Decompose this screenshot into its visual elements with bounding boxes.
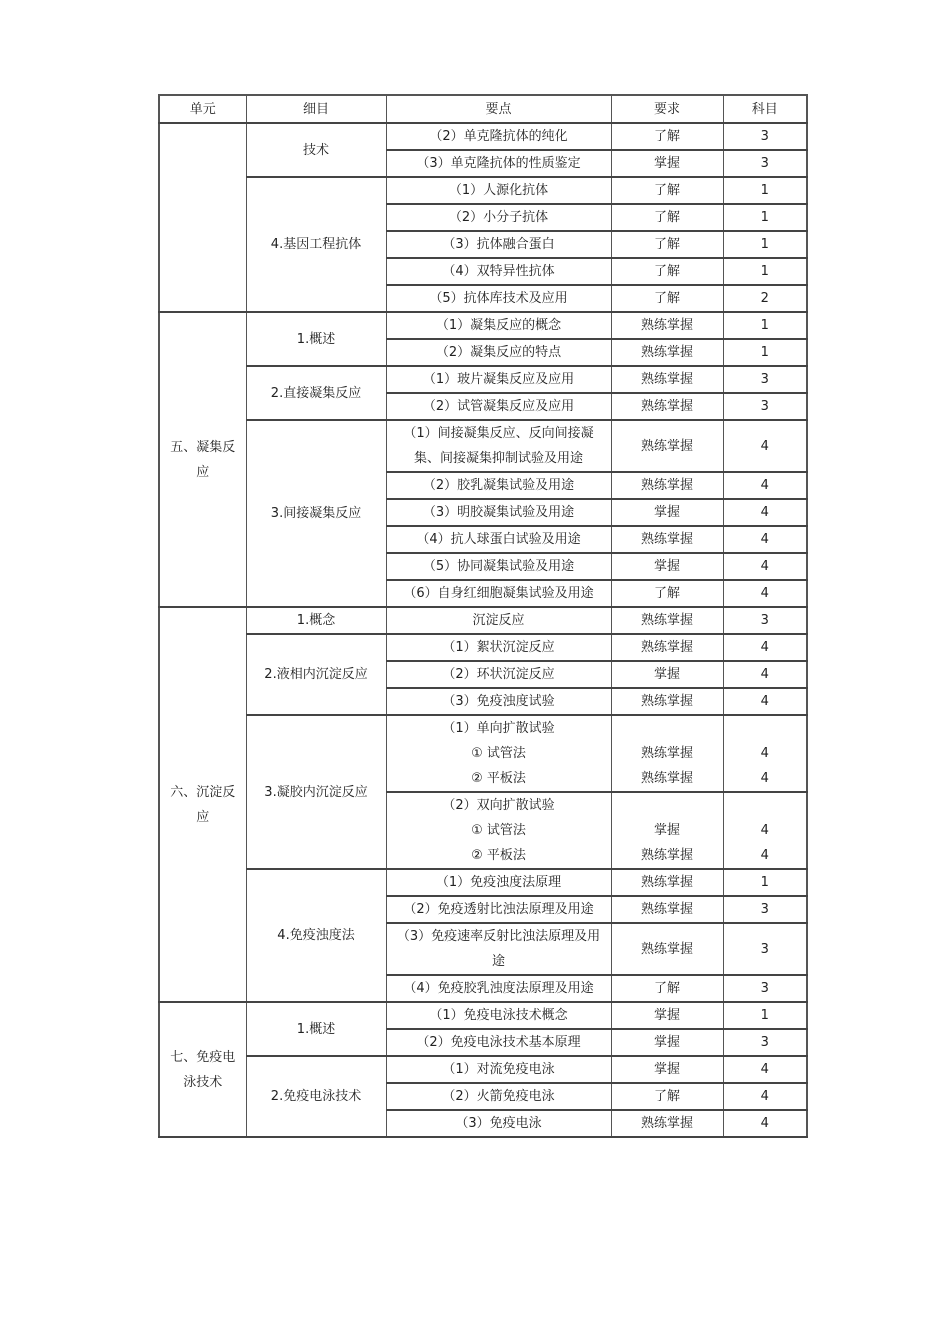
point-cell: （3）明胶凝集试验及用途 [386, 499, 611, 526]
detail-cell: 1.概念 [246, 607, 386, 634]
point-cell: （1）免疫电泳技术概念 [386, 1002, 611, 1029]
point-subline: ② 平板法 [471, 848, 526, 863]
header-row [159, 95, 807, 123]
subject-cell: 3 [723, 150, 807, 177]
point-cell: （3）免疫电泳 [386, 1110, 611, 1137]
table-row [159, 123, 807, 150]
requirement-cell: 熟练掌握 [611, 896, 723, 923]
header-point: 要点 [386, 95, 611, 123]
requirement-cell: 熟练掌握 [611, 1110, 723, 1137]
requirement-cell: 熟练掌握 [611, 339, 723, 366]
requirement-cell: 熟练掌握 [611, 472, 723, 499]
point-cell: （5）协同凝集试验及用途 [386, 553, 611, 580]
requirement-cell: 了解 [611, 123, 723, 150]
requirement-cell: 熟练掌握 [611, 634, 723, 661]
requirement-cell: 掌握 [611, 661, 723, 688]
requirement-cell [611, 715, 723, 792]
unit-cell: 七、免疫电泳技术 [159, 1002, 246, 1137]
requirement-cell: 了解 [611, 975, 723, 1002]
subject-cell: 4 [723, 580, 807, 607]
requirement-cell: 了解 [611, 231, 723, 258]
subject-line: 4 [760, 771, 769, 786]
point-cell: （1）对流免疫电泳 [386, 1056, 611, 1083]
requirement-cell: 了解 [611, 258, 723, 285]
header-subject: 科目 [723, 95, 807, 123]
point-cell: （2）火箭免疫电泳 [386, 1083, 611, 1110]
table-row [159, 634, 807, 661]
subject-cell: 1 [723, 869, 807, 896]
subject-cell: 1 [723, 339, 807, 366]
detail-cell: 3.凝胶内沉淀反应 [246, 715, 386, 869]
point-cell: （3）免疫速率反射比浊法原理及用途 [386, 923, 611, 975]
requirement-cell: 熟练掌握 [611, 607, 723, 634]
requirement-cell: 熟练掌握 [611, 526, 723, 553]
requirement-line: 熟练掌握 [640, 848, 693, 863]
subject-cell: 1 [723, 1002, 807, 1029]
point-cell: （1）免疫浊度法原理 [386, 869, 611, 896]
point-line: （1）单向扩散试验 [442, 721, 555, 736]
requirement-line: 熟练掌握 [640, 746, 693, 761]
table-row [159, 1002, 807, 1029]
point-cell: （5）抗体库技术及应用 [386, 285, 611, 312]
subject-cell: 1 [723, 231, 807, 258]
point-cell: （1）凝集反应的概念 [386, 312, 611, 339]
requirement-cell: 熟练掌握 [611, 420, 723, 472]
subject-cell: 4 [723, 1056, 807, 1083]
table-row [159, 177, 807, 204]
point-cell [386, 715, 611, 792]
point-cell: （2）免疫透射比浊法原理及用途 [386, 896, 611, 923]
detail-cell: 4.免疫浊度法 [246, 869, 386, 1002]
requirement-cell: 熟练掌握 [611, 688, 723, 715]
header-detail: 细目 [246, 95, 386, 123]
subject-cell: 4 [723, 1083, 807, 1110]
subject-line: 4 [760, 746, 769, 761]
point-cell: （6）自身红细胞凝集试验及用途 [386, 580, 611, 607]
requirement-cell: 掌握 [611, 1056, 723, 1083]
point-cell: （2）小分子抗体 [386, 204, 611, 231]
requirement-cell [611, 792, 723, 869]
point-cell: （3）单克隆抗体的性质鉴定 [386, 150, 611, 177]
point-cell: （3）免疫浊度试验 [386, 688, 611, 715]
subject-cell: 2 [723, 285, 807, 312]
table-row [159, 607, 807, 634]
unit-cell [159, 123, 246, 312]
point-cell: （4）抗人球蛋白试验及用途 [386, 526, 611, 553]
point-cell: （2）单克隆抗体的纯化 [386, 123, 611, 150]
unit-cell: 五、凝集反应 [159, 312, 246, 607]
table-row [159, 420, 807, 472]
detail-cell: 4.基因工程抗体 [246, 177, 386, 312]
subject-cell: 3 [723, 1029, 807, 1056]
requirement-cell: 了解 [611, 285, 723, 312]
detail-cell: 2.直接凝集反应 [246, 366, 386, 420]
subject-cell: 4 [723, 688, 807, 715]
detail-cell: 2.液相内沉淀反应 [246, 634, 386, 715]
subject-cell: 1 [723, 258, 807, 285]
subject-cell [723, 792, 807, 869]
point-line: （2）双向扩散试验 [442, 798, 555, 813]
point-cell: （2）免疫电泳技术基本原理 [386, 1029, 611, 1056]
point-subline: ① 试管法 [471, 746, 526, 761]
detail-cell: 技术 [246, 123, 386, 177]
detail-cell: 1.概述 [246, 1002, 386, 1056]
point-cell: （2）环状沉淀反应 [386, 661, 611, 688]
point-cell: （2）试管凝集反应及应用 [386, 393, 611, 420]
subject-cell: 3 [723, 923, 807, 975]
point-cell: （1）人源化抗体 [386, 177, 611, 204]
table-row [159, 366, 807, 393]
subject-line: 4 [760, 823, 769, 838]
subject-cell: 1 [723, 177, 807, 204]
requirement-cell: 熟练掌握 [611, 923, 723, 975]
requirement-line: 熟练掌握 [640, 771, 693, 786]
requirement-cell: 熟练掌握 [611, 366, 723, 393]
point-cell: （1）间接凝集反应、反向间接凝集、间接凝集抑制试验及用途 [386, 420, 611, 472]
subject-cell: 4 [723, 553, 807, 580]
requirement-cell: 掌握 [611, 499, 723, 526]
header-unit: 单元 [159, 95, 246, 123]
subject-cell: 3 [723, 123, 807, 150]
requirement-cell: 熟练掌握 [611, 312, 723, 339]
subject-cell: 4 [723, 1110, 807, 1137]
subject-cell: 4 [723, 661, 807, 688]
subject-cell: 3 [723, 607, 807, 634]
point-cell: （4）双特异性抗体 [386, 258, 611, 285]
requirement-cell: 掌握 [611, 1002, 723, 1029]
requirement-cell: 掌握 [611, 150, 723, 177]
subject-cell: 3 [723, 975, 807, 1002]
subject-cell: 4 [723, 634, 807, 661]
point-cell: 沉淀反应 [386, 607, 611, 634]
subject-cell: 3 [723, 896, 807, 923]
detail-cell: 3.间接凝集反应 [246, 420, 386, 607]
table-row [159, 715, 807, 792]
point-cell: （3）抗体融合蛋白 [386, 231, 611, 258]
point-cell: （1）玻片凝集反应及应用 [386, 366, 611, 393]
subject-cell: 4 [723, 420, 807, 472]
point-subline: ① 试管法 [471, 823, 526, 838]
requirement-cell: 熟练掌握 [611, 393, 723, 420]
subject-cell: 4 [723, 499, 807, 526]
subject-cell: 1 [723, 312, 807, 339]
requirement-cell: 掌握 [611, 1029, 723, 1056]
detail-cell: 1.概述 [246, 312, 386, 366]
table-row [159, 312, 807, 339]
requirement-cell: 了解 [611, 580, 723, 607]
subject-cell [723, 715, 807, 792]
point-cell: （2）凝集反应的特点 [386, 339, 611, 366]
point-cell [386, 792, 611, 869]
header-requirement: 要求 [611, 95, 723, 123]
point-cell: （1）絮状沉淀反应 [386, 634, 611, 661]
point-cell: （2）胶乳凝集试验及用途 [386, 472, 611, 499]
detail-cell: 2.免疫电泳技术 [246, 1056, 386, 1137]
requirement-cell: 熟练掌握 [611, 869, 723, 896]
requirement-cell: 了解 [611, 1083, 723, 1110]
table-row [159, 1056, 807, 1083]
subject-line: 4 [760, 848, 769, 863]
table-row [159, 869, 807, 896]
subject-cell: 1 [723, 204, 807, 231]
subject-cell: 3 [723, 393, 807, 420]
requirement-cell: 了解 [611, 204, 723, 231]
requirement-cell: 掌握 [611, 553, 723, 580]
point-subline: ② 平板法 [471, 771, 526, 786]
syllabus-table [158, 94, 808, 1138]
subject-cell: 3 [723, 366, 807, 393]
subject-cell: 4 [723, 472, 807, 499]
subject-cell: 4 [723, 526, 807, 553]
unit-cell: 六、沉淀反应 [159, 607, 246, 1002]
point-cell: （4）免疫胶乳浊度法原理及用途 [386, 975, 611, 1002]
requirement-cell: 了解 [611, 177, 723, 204]
requirement-line: 掌握 [653, 823, 680, 838]
